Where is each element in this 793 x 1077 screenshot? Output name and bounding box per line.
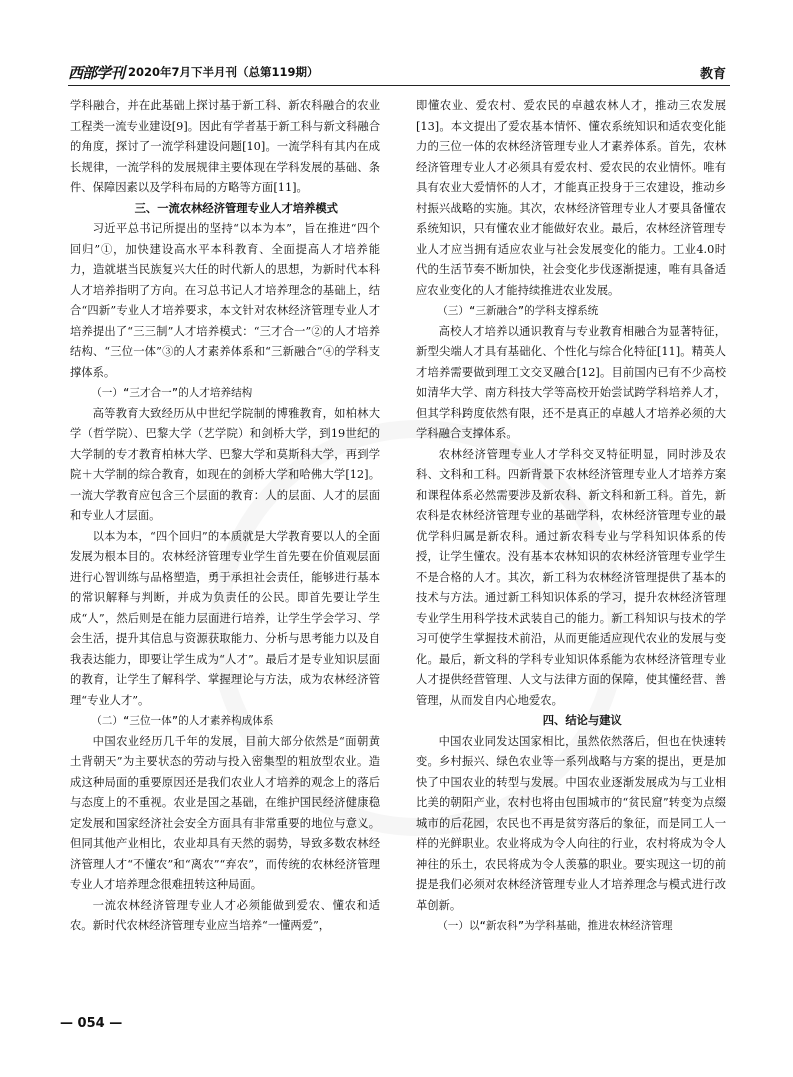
paragraph: 高校人才培养以通识教育与专业教育相融合为显著特征，新型尖端人才具有基础化、个性化与综合化特征[11]。精英人才培养需要做到理工文交叉融合[12]。目前国内已有不少高校如清华大学、南方科技大学等高校开始尝试跨学科培养人才，但其学科跨度依然有限，还不是真正的卓越人才培养必须的大学科融合支撑体系。 (416, 324, 726, 440)
subsection-heading: （一）“三才合一”的人才培养结构 (91, 387, 253, 399)
paragraph: 学科融合，并在此基础上探讨基于新工科、新农科融合的农业工程类一流专业建设[9]。因此有学者基于新工科与新文科融合的角度，探讨了一流学科建设问题[10]。一流学科有其内在成长规律，一流学科的发展规律主要体现在学科发展的基础、条件、保障因素以及学科布局的方略等方面[11]。 (70, 99, 380, 194)
paragraph: 中国农业同发达国家相比，虽然依然落后，但也在快速转变。乡村振兴、绿色农业等一系列战略与方案的提出，更是加快了中国农业的转型与发展。中国农业逐渐发展成为与工业相比美的朝阳产业，农村也将由包围城市的“贫民窟”转变为点缀城市的后花园，农民也不再是贫穷落后的象征，而是同工人一样的光鲜职业。农业将成为令人向往的行业，农村将成为令人神往的乐土，农民将成为令人羡慕的职业。要实现这一切的前提是我们必须对农林经济管理专业人才培养理念与模式进行改革创新。 (416, 734, 726, 912)
subsection-heading: （二）“三位一体”的人才素养构成体系 (91, 715, 274, 727)
page-header (68, 62, 730, 86)
paragraph: 习近平总书记所提出的坚持“以本为本”，旨在推进“四个回归”①，加快建设高水平本科教育、全面提高人才培养能力，造就堪当民族复兴大任的时代新人的思想，为新时代本科人才培养指明了方向。在习总书记人才培养理念的基础上，结合“四新”专业人才培养要求，本文针对农林经济管理专业人才培养提出了“三三制”人才培养模式：“三才合一”②的人才培养结构、“三位一体”③的人才素养体系和“三新融合”④的学科支撑体系。 (70, 222, 380, 379)
paragraph: 即懂农业、爱农村、爱农民的卓越农林人才，推动三农发展[13]。本文提出了爱农基本情怀、懂农系统知识和适农变化能力的三位一体的农林经济管理专业人才素养体系。首先，农林经济管理专业人才必须具有爱农村、爱农民的农业情怀。唯有具有农业大爱情怀的人才，才能真正投身于三农建设，推动乡村振兴战略的实施。其次，农林经济管理专业人才要具备懂农系统知识，只有懂农业才能做好农业。最后，农林经济管理专业人才应当拥有适应农业与社会发展变化的能力。工业4.0时代的生活节奏不断加快，社会变化步伐逐渐提速，唯有具备适应农业变化的人才能持续推进农业发展。 (416, 99, 726, 297)
journal-logo: 西部学刊 (68, 64, 125, 82)
page-number: — 054 — (60, 1016, 123, 1031)
paragraph: 中国农业经历几千年的发展，目前大部分依然是“面朝黄土背朝天”为主要状态的劳动与投入密集型的粗放型农业。造成这种局面的重要原因还是我们农业人才培养的观念上的落后与态度上的不重视。农业是国之基础，在维护国民经济健康稳定发展和国家经济社会安全方面具有非常重要的地位与意义。但同其他产业相比，农业却具有天然的弱势，导致多数农林经济管理人才“不懂农”和“离农”“弃农”，而传统的农林经济管理专业人才培养理念很难扭转这种局面。 (70, 734, 380, 891)
section-heading: 四、结论与建议 (542, 714, 622, 727)
subsection-heading: （三）“三新融合”的学科支撑系统 (437, 305, 599, 317)
section-heading: 三、一流农林经济管理专业人才培养模式 (134, 201, 338, 215)
right-column (416, 96, 726, 937)
paragraph: 高等教育大致经历从中世纪学院制的博雅教育，如柏林大学（哲学院）、巴黎大学（艺学院）和剑桥大学，到19世纪的大学制的专才教育柏林大学、巴黎大学和莫斯科大学，再到学院＋大学制的综合教育，如现在的剑桥大学和哈佛大学[12]。一流大学教育应包含三个层面的教育：人的层面、人才的层面和专业人才层面。 (70, 406, 380, 522)
section-tag: 教育 (699, 67, 726, 82)
journal-issue-info: 2020年7月下半月刊（总第119期） (128, 65, 319, 79)
subsection-heading: （一）以“新农科”为学科基础，推进农林经济管理 (437, 920, 673, 932)
paragraph: 农林经济管理专业人才学科交叉特征明显，同时涉及农科、文科和工科。四新背景下农林经济管理专业人才培养方案和课程体系必然需要涉及新农科、新文科和新工科。首先，新农科是农林经济管理专业的基础学科，农林经济管理专业的最优学科归属是新农科。通过新农科专业与学科知识体系的传授，让学生懂农。没有基本农林知识的农林经济管理专业学生不是合格的人才。其次，新工科为农林经济管理提供了基本的技术与方法。通过新工科知识体系的学习，提升农林经济管理专业学生用科学技术武装自己的能力。新工科知识与技术的学习可使学生掌握技术前沿，从而更能适应现代农业的发展与变化。最后，新文科的学科专业知识体系能为农林经济管理专业人才提供经营管理、人文与法律方面的保障，使其懂经营、善管理，从而发自内心地爱农。 (416, 447, 726, 707)
left-column (70, 96, 380, 937)
paragraph: 一流农林经济管理专业人才必须能做到爱农、懂农和适农。新时代农林经济管理专业应当培养“一懂两爱”， (70, 898, 380, 932)
paragraph: 以本为本，“四个回归”的本质就是大学教育要以人的全面发展为根本目的。农林经济管理专业学生首先要在价值观层面进行心智训练与品格塑造，勇于承担社会责任，能够进行基本的常识解释与判断，并成为负责任的公民。即首先要让学生成“人”，然后则是在能力层面进行培养，让学生学会学习、学会生活，提升其信息与资源获取能力、分析与思考能力以及自我表达能力，即要让学生成为“人才”。最后才是专业知识层面的教育，让学生了解科学、掌握理论与方法，成为农林经济管理“专业人才”。 (70, 529, 380, 707)
